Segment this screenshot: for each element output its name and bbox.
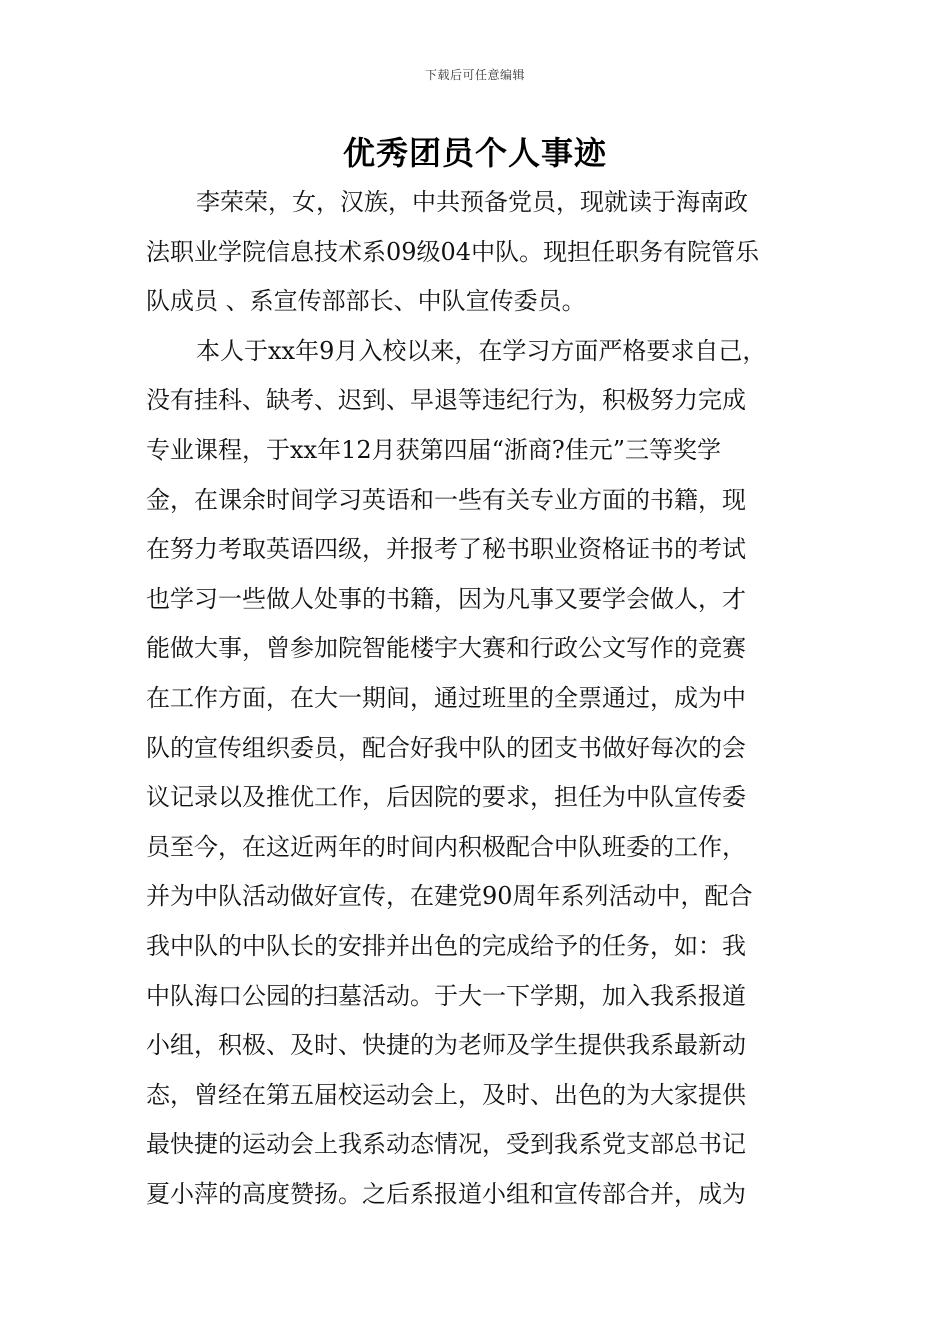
text-line: 金，在课余时间学习英语和一些有关专业方面的书籍，现 [146,485,746,514]
text-line: 议记录以及推优工作，后因院的要求，担任为中队宣传委 [146,783,746,812]
text-line: 夏小萍的高度赞扬。之后系报道小组和宣传部合并，成为 [146,1179,746,1208]
text-line: 最快捷的运动会上我系动态情况，受到我系党支部总书记 [146,1130,746,1159]
text-line: 队成员 、系宣传部部长、中队宣传委员。 [146,287,586,316]
text-line: 李荣荣，女，汉族，中共预备党员，现就读于海南政 [196,188,748,216]
text-line: 能做大事，曾参加院智能楼宇大赛和行政公文写作的竞赛 [146,634,746,663]
text-line: 态，曾经在第五届校运动会上，及时、出色的为大家提供 [146,1080,746,1109]
body-text [146,178,826,1219]
text-line: 在工作方面，在大一期间，通过班里的全票通过，成为中 [146,683,746,712]
text-line: 专业课程，于xx年12月获第四届“浙商?佳元”三等奖学 [146,435,722,464]
text-line: 本人于xx年9月入校以来，在学习方面严格要求自己， [196,336,767,365]
document-title: 优秀团员个人事迹 [342,134,607,172]
text-line: 没有挂科、缺考、迟到、早退等违纪行为，积极努力完成 [146,386,746,415]
text-line: 小组，积极、及时、快捷的为老师及学生提供我系最新动 [146,1031,746,1060]
text-line: 法职业学院信息技术系09级04中队。现担任职务有院管乐 [146,237,760,266]
text-line: 我中队的中队长的安排并出色的完成给予的任务，如：我 [146,931,746,960]
header-note: 下载后可任意编辑 [424,68,525,82]
text-line: 也学习一些做人处事的书籍，因为凡事又要学会做人，才 [146,584,746,613]
text-line: 并为中队活动做好宣传，在建党90周年系列活动中，配合 [146,882,753,911]
text-line: 队的宣传组织委员，配合好我中队的团支书做好每次的会 [146,733,746,762]
text-line: 中队海口公园的扫墓活动。于大一下学期，加入我系报道 [146,981,746,1010]
text-line: 在努力考取英语四级，并报考了秘书职业资格证书的考试 [146,535,746,564]
text-line: 员至今，在这近两年的时间内积极配合中队班委的工作， [146,832,746,861]
